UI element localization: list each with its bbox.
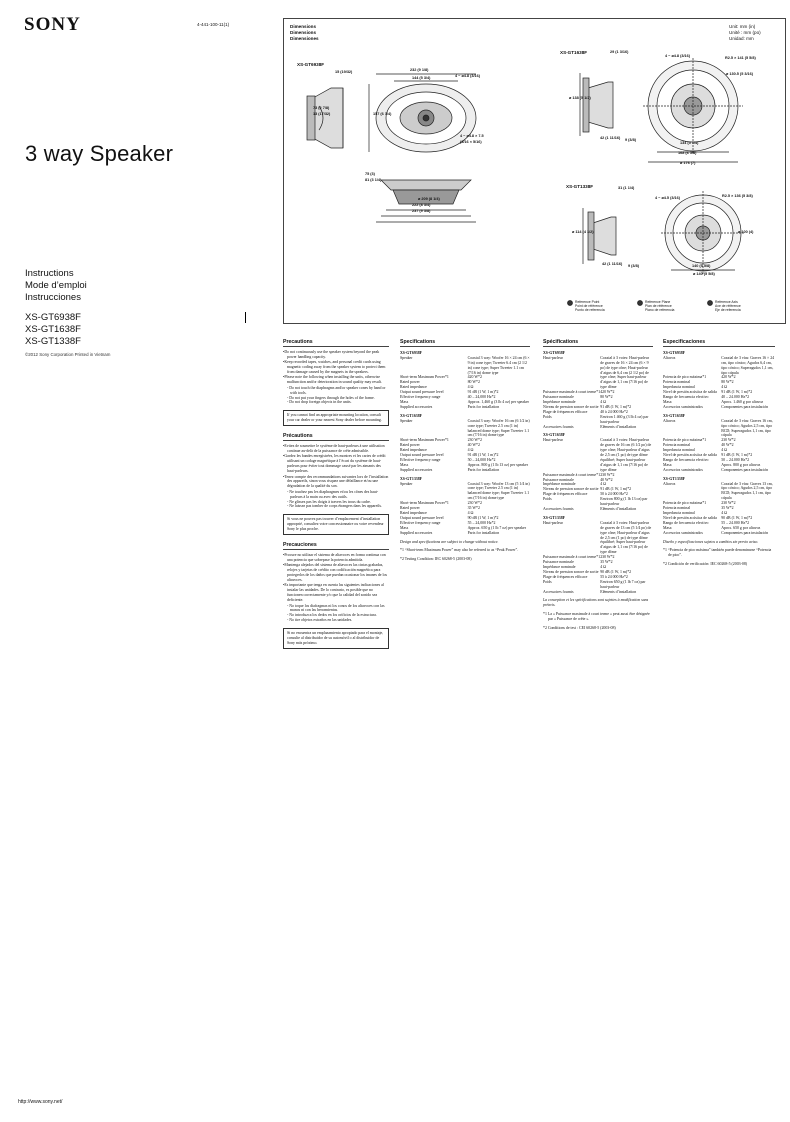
spec-value: 4 Ω: [721, 511, 728, 515]
dimensions-heading-es: Dimensiones: [290, 36, 319, 41]
spec-value: 55 – 24,000 Hz*2: [467, 520, 496, 525]
unit-es: Unidad: mm: [729, 36, 754, 41]
spec-value: 80 W*2: [600, 395, 613, 400]
spec-key: Niveau de pression sonore de sortie: [543, 404, 599, 409]
spec-value: Approx. 800 g (1 lb 13 oz) per speaker: [467, 462, 528, 467]
spec-value: 35 W*2: [721, 506, 734, 511]
precaution-en-subitem: - Do not put your fingers through the holes of the frame.: [287, 395, 375, 400]
sony-logo: SONY: [24, 14, 81, 35]
diagram-label-gt1338: XS-GT1338F: [566, 184, 594, 189]
precaution-en-item: •Do not continuously use the speaker system beyond the peak power handling capacity.: [283, 349, 380, 359]
spec-value: 40 W*2: [467, 443, 480, 448]
specifications-es-column: [663, 340, 775, 567]
spec-key: Speaker: [400, 355, 413, 360]
dim-gt1338-dim-4: ø 100 (4): [738, 230, 754, 234]
dimensions-heading-en: Dimensions: [290, 24, 317, 29]
dim-gt1338-dim-1: ø 114 (4 1/2): [572, 230, 594, 234]
precautions-fr-list: [283, 444, 389, 509]
spec-value: Coaxial de 3 vías: Graves 16 × 24 cm, tipo cónico; Agudos 6,4 cm, tipo cónico; Superagudos 1,1 cm, tipo cúpula: [721, 355, 775, 375]
spec-value: 230 W*2: [467, 438, 482, 443]
legend-point-en: Reference Point: [575, 300, 600, 304]
unit-fr: Unité : mm (po): [729, 30, 761, 35]
spec-key: Output sound pressure level: [400, 453, 444, 458]
spec-value: 420 W*2: [600, 390, 615, 395]
specifications-en-column: [400, 340, 530, 562]
spec-value: Coaxial de 3 vías: Graves 13 cm, tipo cónico; Agudos 2,5 cm, tipo BCD; Superagudos 1,1 cm, tipo cúpula: [721, 481, 773, 501]
spec-key: Poids: [543, 414, 552, 419]
precaution-en-subitem: - Do not drop foreign objects in the units.: [287, 400, 352, 405]
spec-key: Accessoires fournis: [543, 507, 574, 511]
spec-key: Rated power: [400, 443, 420, 448]
legend-point-es: Punto de referencia: [575, 308, 605, 313]
spec-model-name: XS-GT1338F: [543, 515, 566, 520]
crop-mark: [245, 312, 246, 323]
dim-gt1638-top-3: R2.5 × 141 (5 5/8): [725, 56, 756, 60]
spec-row: [663, 419, 775, 439]
precaution-en-subitem: - Do not touch the diaphragms and/or speaker cones by hand or with tools.: [287, 385, 386, 395]
precaution-fr-subitem: - Ne touchez pas les diaphragmes et/ou les cônes des haut-parleurs à la main ou avec des outils.: [287, 489, 379, 499]
precaution-en-item: •Keep recorded tapes, watches, and personal credit cards using magnetic coding away from the speaker system to protect them from damage caused by the magnets in the speakers.: [283, 360, 386, 375]
dim-gt1338-dim-3: 9 (3/8): [628, 264, 639, 268]
spec-key: Puissance maximale à court terme*1: [543, 390, 601, 395]
spec-value: 4 Ω: [721, 385, 728, 390]
dim-gt1338-top-3: R2.5 × 136 (5 3/8): [722, 194, 753, 198]
precaution-es-subitem: - No toque los diafragmas ni los conos de los altavoces con las manos ni con las herramientas.: [287, 603, 385, 613]
spec-key: Nivel de presión acústica de salida: [663, 453, 717, 458]
spec-value: Componentes para instalación: [721, 467, 769, 472]
spec-row: [663, 468, 775, 473]
dimension-drawings: [283, 18, 786, 324]
dim-gt6938-depth-1: 15 (19/32): [335, 70, 353, 74]
spec-row: [663, 482, 775, 502]
instructions-fr: Mode d’emploi: [25, 280, 87, 291]
unit-en: Unit: mm (in): [729, 24, 756, 29]
spec-value: Coaxial à 3 voies: Haut-parleur de graves de 16 cm (6 1/2 po) de type cône; Haut-parleur d’aigus de 2,5 cm (1 po) de type dôme équilibré; Super haut-parleur d’aigus de 1,1 cm (7/16 po) de type dôme: [600, 438, 652, 472]
spec-value: 55 – 24.000 Hz*2: [721, 520, 750, 525]
document-number: 4-441-100-11(1): [197, 22, 230, 27]
dim-gt1638-dim-3: 9 (3/8): [625, 138, 636, 142]
diagram-label-gt1638: XS-GT1638F: [560, 50, 588, 55]
spec-key: Potencia de pico máxima*1: [663, 501, 707, 506]
dim-gt6938-inner-width: 144 (5 3/4): [412, 76, 431, 80]
precautions-en-note: If you cannot find an appropriate mounting location, consult your car dealer or your nearest Sony dealer before mounting.: [283, 410, 389, 426]
spec-value: 40 W*2: [721, 443, 734, 448]
spec-key: Impédance nominale: [543, 564, 576, 569]
dim-gt1638-mount-1: 168 (6 5/8): [678, 151, 697, 155]
spec-key: Speaker: [400, 481, 413, 486]
spec-key: Puissance maximale à court terme*1: [543, 555, 601, 560]
dim-gt1338-top-2: 4 − ø4.5 (3/16): [655, 196, 681, 200]
precautions-es-heading: Precauciones: [283, 543, 389, 550]
spec-value: Environ 800 g (1 lb 13 oz) par haut-parleur: [600, 497, 648, 507]
spec-row: [663, 405, 775, 410]
spec-key: Accesorios suministrados: [663, 404, 703, 409]
legend-plane-en: Reference Plane: [645, 300, 671, 304]
spec-value: 50 – 24.000 Hz*2: [721, 457, 750, 462]
precaution-fr-item: •Evitez de soumettre le système de haut-parleurs à une utilisation continue au-delà de la puissance de crête admissible.: [283, 444, 385, 453]
spec-key: Supplied accessories: [400, 467, 433, 472]
spec-key: Rated impedance: [400, 385, 427, 390]
legend-axis-fr: Axe de référence: [715, 304, 741, 309]
spec-key: Haut-parleur: [543, 355, 563, 360]
spec-key: Short-term Maximum Power*1: [400, 501, 449, 506]
legend-point-fr: Point de référence: [575, 304, 603, 309]
spec-key: Short-term Maximum Power*1: [400, 375, 449, 380]
spec-value: Aprox. 800 g por altavoz: [721, 462, 761, 467]
specifications-es-note-1: *1 “Potencia de pico máxima” también puede denominarse “Potencia de pico”.: [663, 548, 772, 558]
spec-value: 420 W*2: [467, 375, 482, 380]
spec-value: Eléments d’installation: [600, 507, 637, 511]
model-2: XS-GT1638F: [25, 324, 81, 335]
specifications-es-note-2: *2 Condición de verificación: IEC 60268-5 (2003-08): [663, 562, 748, 567]
specifications-es-body: [663, 351, 775, 536]
spec-key: Masa: [663, 462, 672, 467]
spec-row: [663, 356, 775, 376]
legend-reference-plane: [645, 300, 674, 313]
specifications-en-footer: Design and specifications are subject to change without notice.: [400, 539, 499, 544]
spec-row: [400, 482, 530, 502]
spec-key: Accesorios suministrados: [663, 467, 703, 472]
specifications-en-body: [400, 351, 530, 536]
specifications-es-heading: Especificaciones: [663, 340, 775, 347]
spec-key: Rango de frecuencia efectivo: [663, 395, 709, 400]
dim-gt6938-height: 157 (6 1/4): [373, 112, 392, 116]
spec-row: [543, 507, 653, 512]
spec-value: Environ 1 460 g (3 lb 4 oz) par haut-parleur: [600, 414, 649, 424]
spec-key: Mass: [400, 525, 409, 530]
spec-key: Rango de frecuencia efectivo: [663, 520, 709, 525]
diagram-label-gt6938: XS-GT6938F: [297, 62, 325, 67]
spec-value: 4 Ω: [467, 448, 474, 453]
legend-reference-axis: [715, 300, 741, 313]
spec-key: Altavoz: [663, 418, 676, 423]
spec-key: Potencia nominal: [663, 443, 691, 448]
precautions-fr-note: Si vous ne pouvez pas trouver d’emplacement d’installation approprié, consultez votre concessionnaire ou votre revendeur Sony le plus proche.: [283, 514, 389, 535]
dim-gt1638-dim-2: 42 (1 11/16): [600, 136, 621, 140]
precaution-es-subitem: - No tire objetos extraños en las unidades.: [287, 618, 353, 623]
spec-row: [400, 468, 530, 473]
spec-key: Output sound pressure level: [400, 515, 444, 520]
spec-row: [543, 497, 653, 507]
spec-value: 40 W*2: [600, 477, 613, 482]
spec-key: Effective frequency range: [400, 395, 441, 400]
spec-value: 4 Ω: [600, 482, 606, 487]
spec-value: 55 à 24 000 Hz*2: [600, 574, 628, 579]
spec-model-name: XS-GT1638F: [663, 413, 686, 418]
spec-row: [543, 521, 653, 555]
spec-value: 4 Ω: [600, 564, 606, 569]
spec-value: Componentes para instalación: [721, 530, 769, 535]
spec-value: Coaxial 3 way: Woofer 16 cm (6 1/2 in) cone type; Tweeter 2.5 cm (1 in) balanced dome type; Super Tweeter 1.1 cm (7/16 in) dome type: [467, 418, 530, 438]
spec-value: Parts for installation: [467, 404, 500, 409]
spec-key: Nivel de presión acústica de salida: [663, 515, 717, 520]
spec-key: Altavoz: [663, 481, 676, 486]
spec-value: 91 dB (1 W, 1 m)*2: [721, 390, 753, 395]
precaution-en-item: •Please note the following when installing the units, otherwise malfunction and/or deterioration in sound quality may result.: [283, 375, 382, 385]
spec-key: Haut-parleur: [543, 520, 563, 525]
dim-gt1638-dim-5: 134 (5 1/4): [680, 141, 699, 145]
spec-value: 40 à 24 000 Hz*2: [600, 409, 628, 414]
spec-value: Aprox. 650 g por altavoz: [721, 525, 761, 530]
spec-value: 4 Ω: [467, 385, 474, 390]
spec-key: Puissance nominale: [543, 560, 574, 565]
precautions-en-list: [283, 350, 389, 405]
spec-row: [543, 590, 653, 595]
spec-value: 35 W*2: [600, 560, 613, 565]
dim-gt1638-dim-1: ø 138 (5 1/2): [569, 96, 591, 100]
spec-value: Eléments d’installation: [600, 589, 637, 594]
spec-value: 91 dB (1 W, 1 m)*2: [721, 453, 753, 458]
spec-value: Parts for installation: [467, 530, 500, 535]
spec-key: Rated power: [400, 380, 420, 385]
spec-value: Coaxial de 3 vías: Graves 16 cm, tipo cónico; Agudos 2,5 cm, tipo BCD; Superagudos 1,1 cm, tipo cúpula: [721, 418, 773, 438]
spec-value: 90 dB (1 W, 1 m)*2: [721, 515, 753, 520]
spec-value: 4 Ω: [721, 448, 728, 453]
dim-gt1638-mount-2: ø 176 (7): [680, 161, 696, 165]
spec-value: 50 à 24 000 Hz*2: [600, 492, 628, 497]
spec-value: 230 W*2: [721, 501, 736, 506]
page-title: 3 way Speaker: [25, 141, 174, 166]
specifications-en-heading: Specifications: [400, 340, 530, 347]
spec-model-name: XS-GT6938F: [400, 350, 423, 355]
spec-key: Impedancia nominal: [663, 385, 695, 390]
legend-axis-en: Reference Axis: [715, 300, 738, 304]
dim-gt6938-mount: 4 − ø4.8 × 7.5: [460, 134, 484, 138]
precautions-es-list: [283, 553, 389, 623]
spec-key: Impédance nominale: [543, 482, 576, 487]
dim-gt6938-top-width: 232 (9 1/8): [410, 68, 429, 72]
specifications-fr-column: [543, 340, 653, 631]
legend-plane-es: Plano de referencia: [645, 308, 675, 313]
spec-key: Potencia de pico máxima*1: [663, 438, 707, 443]
legend-axis-es: Eje de referencia: [715, 308, 741, 313]
spec-key: Effective frequency range: [400, 457, 441, 462]
spec-value: Eléments d’installation: [600, 424, 637, 429]
spec-value: 91 dB (1 W, 1 m)*2: [467, 453, 499, 458]
spec-key: Impedancia nominal: [663, 511, 695, 515]
spec-value: 230 W*2: [467, 501, 482, 506]
spec-key: Potencia de pico máxima*1: [663, 375, 707, 380]
dim-gt6938-side-1: 75 (3): [365, 172, 375, 176]
instructions-en: Instructions: [25, 268, 74, 279]
spec-key: Short-term Maximum Power*1: [400, 438, 449, 443]
spec-key: Supplied accessories: [400, 530, 433, 535]
spec-value: Approx. 1,460 g (3 lb 4 oz) per speaker: [467, 399, 529, 404]
dim-gt6938-mount-2: (3/16 × 5/16): [460, 140, 482, 144]
spec-value: 90 dB (1 W, 1 m)*2: [467, 515, 499, 520]
precaution-fr-item: •Gardez les bandes enregistrées, les montres et les cartes de crédit utilisant un codage magnétique à l’écart du système de haut-parleurs pour éviter tout dommage causé par les aimants des haut-parleurs.: [283, 454, 386, 474]
spec-value: 91 dB (1 W, 1 m)*2: [467, 390, 499, 395]
spec-key: Accessoires fournis: [543, 589, 574, 594]
instructions-es: Instrucciones: [25, 292, 81, 303]
spec-key: Rated power: [400, 506, 420, 511]
spec-key: Plage de fréquences efficace: [543, 574, 588, 579]
precautions-es-note: Si no encuentra un emplazamiento apropiado para el montaje, consulte al distribuidor de su automóvil o al distribuidor de Sony más próximo.: [283, 628, 389, 649]
specifications-fr-heading: Spécifications: [543, 340, 653, 347]
spec-value: 4 Ω: [467, 511, 474, 515]
dim-gt6938-depth-3: 13 (17/32): [313, 112, 331, 116]
dim-gt6938-bottom-2: 222 (8 3/4): [412, 203, 431, 207]
spec-key: Potencia nominal: [663, 506, 691, 511]
spec-key: Accessoires fournis: [543, 424, 574, 429]
legend-reference-point: [575, 300, 605, 313]
spec-key: Nivel de presión acústica de salida: [663, 390, 717, 395]
spec-value: Coaxial à 3 voies: Haut-parleur de graves de 13 cm (5 1/4 po) de type cône; Haut-parleur d’aigus de 2,5 cm (1 po) de type dôme équilibré; Super haut-parleur d’aigus de 1,1 cm (7/16 po) de type dôme: [600, 520, 652, 555]
spec-row: [543, 425, 653, 430]
spec-model-name: XS-GT1338F: [663, 476, 686, 481]
spec-row: [663, 531, 775, 536]
dim-gt1338-mount-1: ø 140 (5 5/8): [693, 272, 715, 276]
spec-key: Mass: [400, 462, 409, 467]
dim-gt6938-bottom-3: 237 (9 3/8): [412, 209, 431, 213]
specifications-fr-body: [543, 351, 653, 595]
model-3: XS-GT1338F: [25, 336, 81, 347]
spec-row: [543, 415, 653, 425]
model-list: [25, 312, 81, 348]
legend-plane-fr: Plan de référence: [645, 304, 672, 309]
specifications-es-footer: Diseño y especificaciones sujetos a cambios sin previo aviso.: [663, 539, 759, 544]
spec-value: 91 dB (1 W, 1 m)*2: [600, 404, 632, 409]
dim-gt1338-top-1: 31 (1 1/4): [618, 186, 635, 190]
spec-value: 35 W*2: [467, 506, 480, 511]
dim-gt1638-top-1: 29 (1 3/16): [610, 50, 629, 54]
spec-model-name: XS-GT6938F: [663, 350, 686, 355]
dim-gt6938-hole: 4 − ø4.8 (3/16): [455, 74, 481, 78]
precautions-column: [283, 340, 389, 654]
footer-url[interactable]: http://www.sony.net/: [18, 1099, 63, 1105]
spec-key: Output sound pressure level: [400, 390, 444, 395]
spec-value: 50 – 24,000 Hz*2: [467, 457, 496, 462]
spec-value: 90 dB (1 W, 1 m)*2: [600, 569, 632, 574]
precaution-fr-item: •Tenez compte des recommandations suivantes lors de l’installation des appareils, sinon vous risquez une défaillance et/ou une dégradation de la qualité du son.: [283, 474, 389, 489]
dim-gt1338-dim-2: 42 (1 11/16): [602, 262, 623, 266]
spec-row: [400, 419, 530, 439]
spec-value: 4 Ω: [600, 399, 606, 404]
instructions-list: [25, 268, 87, 304]
spec-key: Rated impedance: [400, 448, 427, 453]
precaution-es-item: •Procure no utilizar el sistema de altavoces en forma continua con una potencia que sobrepase la potencia admitida.: [283, 553, 386, 562]
spec-key: Impedancia nominal: [663, 448, 695, 453]
spec-value: Coaxial 3 way: Woofer 13 cm (5 1/4 in) cone type; Tweeter 2.5 cm (1 in) balanced dome type; Super Tweeter 1.1 cm (7/16 in) dome type: [467, 481, 530, 501]
precaution-fr-subitem: - Ne glissez pas les doigts à travers les trous du cadre.: [287, 499, 371, 504]
spec-key: Puissance nominale: [543, 395, 574, 400]
dim-gt1638-top-2: 4 − ø4.8 (3/16): [665, 54, 691, 58]
spec-row: [400, 405, 530, 410]
spec-key: Impédance nominale: [543, 399, 576, 404]
spec-key: Rated impedance: [400, 511, 427, 515]
spec-key: Speaker: [400, 418, 413, 423]
spec-value: 230 W*2: [721, 438, 736, 443]
spec-key: Mass: [400, 399, 409, 404]
spec-key: Poids: [543, 497, 552, 502]
spec-model-name: XS-GT1638F: [400, 413, 423, 418]
precaution-es-item: •Es importante que tenga en cuenta las siguientes indicaciones al instalar las unidades. De lo contrario, es posible que no funcionen correctamente y/o que la calidad del sonido sea deficiente.: [283, 583, 384, 603]
spec-key: Effective frequency range: [400, 520, 441, 525]
model-1: XS-GT6938F: [25, 312, 81, 323]
spec-key: Potencia nominal: [663, 380, 691, 385]
specifications-en-note-2: *2 Testing Condition: IEC 60268-5 (2003-08): [400, 557, 472, 562]
spec-key: Niveau de pression sonore de sortie: [543, 569, 599, 574]
dimensions-heading-fr: Dimensions: [290, 30, 317, 35]
spec-value: 80 W*2: [721, 380, 734, 385]
spec-value: 80 W*2: [467, 380, 480, 385]
spec-key: Haut-parleur: [543, 438, 563, 443]
spec-key: Masa: [663, 399, 672, 404]
spec-row: [543, 438, 653, 472]
dim-gt6938-side-2: 81 (3 1/4): [365, 178, 382, 182]
spec-model-name: XS-GT1338F: [400, 476, 423, 481]
dim-gt1638-dim-4: ø 130.5 (5 3/16): [726, 72, 754, 76]
specifications-en-note-1: *1 “Short-term Maximum Power” may also be referred to as “Peak Power”.: [400, 548, 519, 553]
spec-value: Coaxial à 3 voies: Haut-parleur de graves de 16 × 24 cm (6 × 9 po) de type cône; Haut-parleur d’aigus de 6,4 cm (2 1/2 po) de type cône; Super haut-parleur d’aigus de 1,1 cm (7/16 po) de type dôme: [600, 355, 650, 390]
spec-value: Aprox. 1.460 g por altavoz: [721, 399, 764, 404]
spec-key: Puissance nominale: [543, 477, 574, 482]
spec-key: Rango de frecuencia efectivo: [663, 457, 709, 462]
precautions-fr-heading: Précautions: [283, 434, 389, 441]
spec-key: Puissance maximale à court terme*1: [543, 472, 601, 477]
spec-model-name: XS-GT1638F: [543, 433, 566, 438]
dim-gt6938-depth-2: 73 (2 7/8): [313, 106, 330, 110]
spec-value: Componentes para instalación: [721, 404, 769, 409]
precautions-en-heading: Precautions: [283, 340, 389, 347]
spec-row: [400, 531, 530, 536]
spec-value: Coaxial 3 way: Woofer 16 × 24 cm (6 × 9 in) cone type; Tweeter 6.4 cm (2 1/2 in) cone type; Super Tweeter 1.1 cm (7/16 in) dome type: [467, 355, 530, 375]
spec-model-name: XS-GT6938F: [543, 350, 566, 355]
dim-gt1338-dim-5: 140 (5 5/8): [692, 264, 711, 268]
spec-value: Parts for installation: [467, 467, 500, 472]
precaution-es-item: •Mantenga alejados del sistema de altavoces las cintas grabadas, relojes y tarjetas de crédito con codificación magnética para protegerlos de los daños que puedan ocasionar los imanes de los altavoces.: [283, 563, 388, 583]
spec-value: 230 W*2: [600, 472, 615, 477]
specifications-fr-note-1: *1 La « Puissance maximale à court terme » peut aussi être désignée par « Puissance de crête ».: [543, 612, 650, 622]
spec-key: Niveau de pression sonore de sortie: [543, 487, 599, 492]
specifications-fr-footer: La conception et les spécifications sont sujettes à modification sans préavis.: [543, 598, 649, 608]
precaution-fr-subitem: - Ne laissez pas tomber de corps étrangers dans les appareils.: [287, 504, 382, 509]
spec-row: [543, 356, 653, 390]
spec-value: 40 – 24.000 Hz*2: [721, 395, 750, 400]
spec-value: Environ 650 g (1 lb 7 oz) par haut-parleur: [600, 579, 646, 589]
specifications-fr-note-2: *2 Conditions de test : CEI 60268-5 (2003-08): [543, 626, 616, 631]
spec-value: 91 dB (1 W, 1 m)*2: [600, 487, 632, 492]
spec-key: Plage de fréquences efficace: [543, 409, 588, 414]
spec-value: 420 W*2: [721, 375, 736, 380]
spec-value: 230 W*2: [600, 555, 615, 560]
spec-key: Poids: [543, 579, 552, 584]
copyright: ©2012 Sony Corporation Printed in Vietnam: [25, 352, 111, 357]
spec-key: Plage de fréquences efficace: [543, 492, 588, 497]
precaution-es-subitem: - No introduzca los dedos en los orificios de la estructura.: [287, 613, 377, 618]
spec-key: Altavoz: [663, 355, 676, 360]
spec-row: [400, 356, 530, 376]
spec-value: Approx. 650 g (1 lb 7 oz) per speaker: [467, 525, 527, 530]
dim-gt6938-bottom-1: ø 209 (8 1/4): [418, 197, 440, 201]
spec-key: Supplied accessories: [400, 404, 433, 409]
spec-value: 40 – 24,000 Hz*2: [467, 395, 496, 400]
spec-row: [543, 580, 653, 590]
spec-key: Masa: [663, 525, 672, 530]
spec-key: Accesorios suministrados: [663, 530, 703, 535]
